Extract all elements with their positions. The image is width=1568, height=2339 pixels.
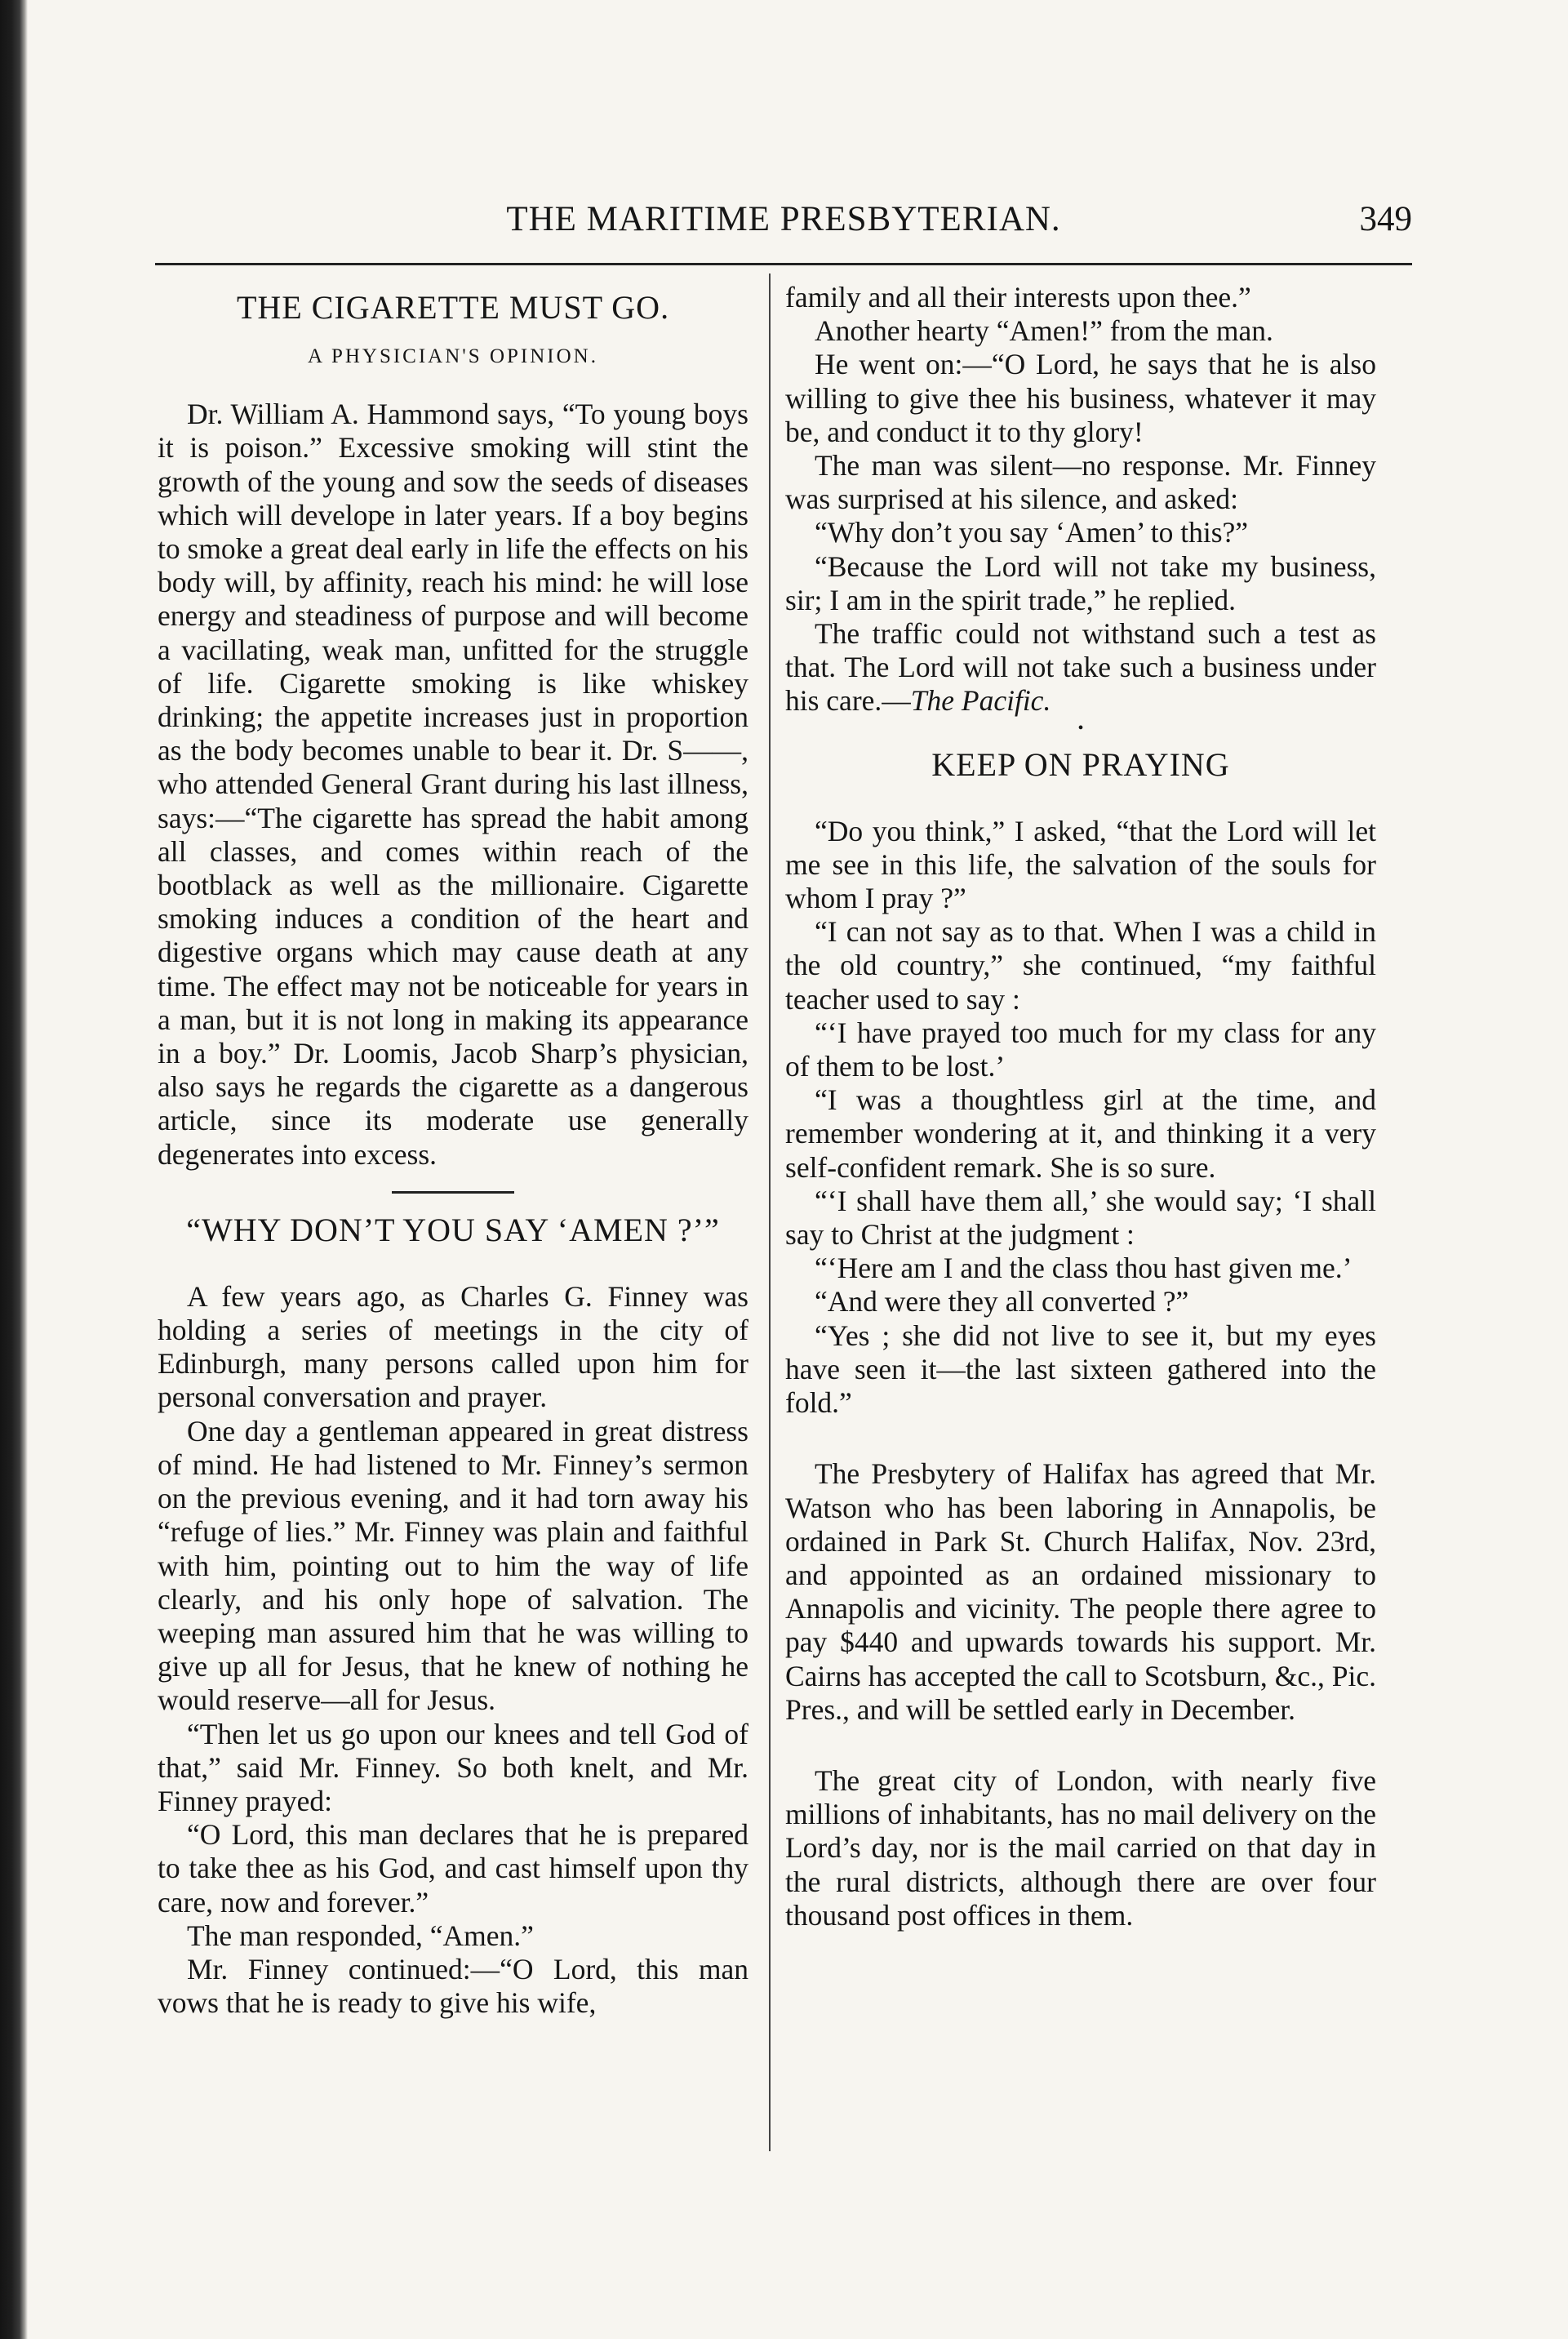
paragraph: “Because the Lord will not take my business, sir; I am in the spirit trade,” he replied.	[785, 549, 1376, 616]
header-rule	[155, 263, 1412, 265]
paragraph-presbytery-note: The Presbytery of Halifax has agreed that Mr. Watson who has been laboring in Annapolis, be ordained in Park St. Church Halifax, Nov. 23rd, and appointed as an ordained missionary to Annapolis and vicinity. The people there agree to pay $440 and upwards towards his support. Mr. Cairns has accepted the call to Scotsburn, &c., Pic. Pres., and will be settled early in December.	[785, 1457, 1376, 1726]
paragraph: “And were they all converted ?”	[815, 1285, 1189, 1318]
paragraph: “I was a thoughtless girl at the time, and remember wondering at it, and thinking it a very self-confident remark. She is so sure.	[785, 1083, 1376, 1184]
page-number: 349	[1359, 200, 1412, 238]
paragraph: family and all their interests upon thee.”	[785, 281, 1251, 313]
paragraph: Dr. William A. Hammond says, “To young boys it is poison.” Excessive smoking will stint the growth of the young and sow the seeds of diseases which will develope in later years. If a boy begins to smoke a great deal early in life the effects on his body will, by affinity, reach his mind: he will lose energy and steadiness of purpose and will become a vacillating, weak man, unfitted for the struggle of life. Cigarette smoking is like whiskey drinking; the appetite increases just in proportion as the body becomes unable to bear it. Dr. S——, who attended General Grant during his last illness, says:—“The cigarette has spread the habit among all classes, and comes within reach of the bootblack as well as the millionaire. Cigarette smoking induces a condition of the heart and digestive organs which may cause death at any time. The effect may not be noticeable for years in a man, but it is not long in making its appearance in a boy.” Dr. Loomis, Jacob Sharp’s physician, also says he regards the cigarette as a dangerous article, since its moderate use generally degenerates into excess.	[158, 398, 748, 1171]
paragraph: “‘Here am I and the class thou hast given me.’	[815, 1252, 1353, 1285]
paragraph: “Then let us go upon our knees and tell God of that,” said Mr. Finney. So both knelt, and Mr. Finney prayed:	[158, 1717, 748, 1817]
section-rule	[392, 1191, 514, 1194]
page-header	[155, 199, 1412, 248]
article-title-keep-praying: KEEP ON PRAYING	[931, 745, 1230, 783]
paragraph: Another hearty “Amen!” from the man.	[815, 314, 1273, 348]
section-dot: •	[1077, 718, 1084, 737]
paragraph: “Yes ; she did not live to see it, but my eyes have seen it—the last sixteen gathered into the fold.”	[785, 1318, 1376, 1420]
paragraph-london-note: The great city of London, with nearly five millions of inhabitants, has no mail delivery on the Lord’s day, nor is the mail carried on that day in the rural districts, although there are over four thousand post offices in them.	[785, 1763, 1376, 1932]
paragraph: One day a gentleman appeared in great distress of mind. He had listened to Mr. Finney’s sermon on the previous evening, and it had torn away his “refuge of lies.” Mr. Finney was plain and faithful with him, pointing out to him the way of life clearly, and his only hope of salvation. The weeping man assured him that he was willing to give up all for Jesus, that he knew of nothing he would reserve—all for Jesus.	[158, 1414, 748, 1717]
paragraph: “‘I have prayed too much for my class for any of them to be lost.’	[785, 1016, 1376, 1083]
page-binding-edge	[0, 0, 28, 2339]
source-dash: —	[882, 684, 911, 718]
paragraph: “‘I shall have them all,’ she would say; ‘I shall say to Christ at the judgment :	[785, 1184, 1376, 1252]
column-separator	[769, 273, 771, 2151]
article-title-amen: “WHY DON’T YOU SAY ‘AMEN ?’”	[186, 1211, 720, 1248]
paragraph: He went on:—“O Lord, he says that he is also willing to give thee his business, whatever it may be, and conduct it to thy glory!	[785, 348, 1376, 448]
paragraph: “Why don’t you say ‘Amen’ to this?”	[815, 516, 1249, 549]
paragraph: “Do you think,” I asked, “that the Lord will let me see in this life, the salvation of the souls for whom I pray ?”	[785, 814, 1376, 915]
paragraph: The man was silent—no response. Mr. Finney was surprised at his silence, and asked:	[785, 449, 1376, 516]
paragraph: Mr. Finney continued:—“O Lord, this man vows that he is ready to give his wife,	[158, 1952, 748, 2020]
paragraph-text: The traffic could not withstand such a test as that. The Lord will not take such a business under his care.	[785, 617, 1376, 718]
paragraph: A few years ago, as Charles G. Finney was holding a series of meetings in the city of Edinburgh, many persons called upon him for personal conversation and prayer.	[158, 1279, 748, 1414]
paragraph: “O Lord, this man declares that he is prepared to take thee as his God, and cast himself upon thy care, now and forever.”	[158, 1818, 748, 1919]
journal-title: THE MARITIME PRESBYTERIAN.	[506, 200, 1061, 238]
article-title-cigarette: THE CIGARETTE MUST GO.	[236, 289, 670, 326]
left-column	[158, 281, 748, 2020]
paragraph-with-source	[785, 617, 1376, 718]
paragraph: “I can not say as to that. When I was a child in the old country,” she continued, “my faithful teacher used to say :	[785, 915, 1376, 1016]
right-column	[785, 281, 1376, 1932]
source-attribution: The Pacific.	[910, 684, 1051, 718]
article-subtitle-physician: A PHYSICIAN'S OPINION.	[308, 345, 598, 367]
paragraph: The man responded, “Amen.”	[187, 1919, 534, 1952]
